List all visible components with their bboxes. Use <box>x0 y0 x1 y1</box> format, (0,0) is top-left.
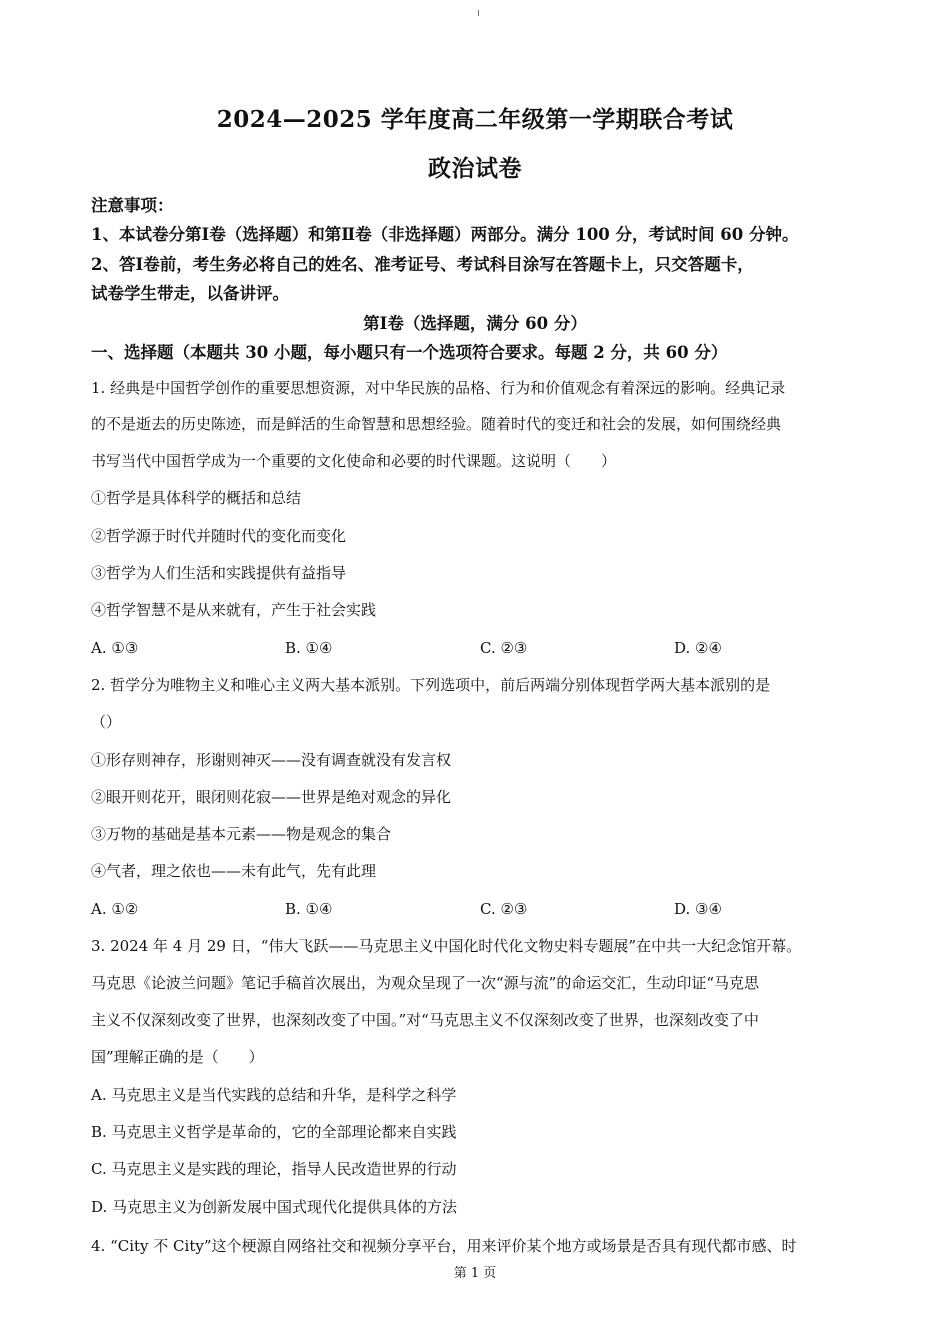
q3-option-c: C. 马克思主义是实践的理论，指导人民改造世界的行动 <box>91 1160 457 1178</box>
exam-subtitle: 政治试卷 <box>428 155 522 182</box>
top-mark <box>478 10 479 16</box>
q3-stem-line: 马克思《论波兰问题》笔记手稿首次展出，为观众呈现了一次“源与流”的命运交汇，生动印证“马克思 <box>91 974 760 992</box>
q1-item: ④哲学智慧不是从来就有，产生于社会实践 <box>91 601 377 619</box>
q1-option-c: C. ②③ <box>480 639 528 657</box>
exam-title: 2024—2025 学年度高二年级第一学期联合考试 <box>216 106 734 133</box>
q3-option-b: B. 马克思主义哲学是革命的，它的全部理论都来自实践 <box>91 1123 457 1141</box>
q1-option-d: D. ②④ <box>674 639 722 657</box>
q1-item: ①哲学是具体科学的概括和总结 <box>91 489 302 507</box>
q1-item: ②哲学源于时代并随时代的变化而变化 <box>91 527 347 545</box>
q2-item: ①形存则神存，形谢则神灭——没有调查就没有发言权 <box>91 751 452 769</box>
q3-stem-line: 3. 2024 年 4 月 29 日，“伟大飞跃——马克思主义中国化时代化文物史料专题展”在中共一大纪念馆开幕。 <box>91 937 802 955</box>
notice-item-2-cont: 试卷学生带走，以备讲评。 <box>91 284 289 303</box>
q1-option-a: A. ①③ <box>91 639 139 657</box>
q4-stem-line: 4. “City 不 City”这个梗源自网络社交和视频分享平台，用来评价某个地方或场景是否具有现代都市感、时 <box>91 1237 797 1255</box>
page-number: 第 1 页 <box>453 1266 497 1281</box>
part-title: 第Ⅰ卷（选择题，满分 60 分） <box>363 314 587 333</box>
q2-item: ④气者，理之依也——未有此气，先有此理 <box>91 862 377 880</box>
q2-option-a: A. ①② <box>91 900 139 918</box>
q2-item: ③万物的基础是基本元素——物是观念的集合 <box>91 825 392 843</box>
q3-stem-line: 主义不仅深刻改变了世界，也深刻改变了中国。”对“马克思主义不仅深刻改变了世界，也深刻改变了中 <box>91 1011 759 1029</box>
q1-stem-line: 的不是逝去的历史陈迹，而是鲜活的生命智慧和思想经验。随着时代的变迁和社会的发展，如何围绕经典 <box>91 415 782 433</box>
q3-stem-line: 国”理解正确的是（ ） <box>91 1048 264 1066</box>
q2-stem-line: 2. 哲学分为唯物主义和唯心主义两大基本派别。下列选项中，前后两端分别体现哲学两大基本派别的是 <box>91 676 771 694</box>
q1-option-b: B. ①④ <box>285 639 333 657</box>
notice-item-1: 1、本试卷分第Ⅰ卷（选择题）和第Ⅱ卷（非选择题）两部分。满分 100 分，考试时间 60 分钟。 <box>91 225 799 244</box>
q2-item: ②眼开则花开，眼闭则花寂——世界是绝对观念的异化 <box>91 788 452 806</box>
q1-stem-line: 书写当代中国哲学成为一个重要的文化使命和必要的时代课题。这说明（ ） <box>91 452 617 470</box>
q2-stem-line: （） <box>91 713 122 731</box>
q1-stem-line: 1. 经典是中国哲学创作的重要思想资源，对中华民族的品格、行为和价值观念有着深远的影响。经典记录 <box>91 379 786 397</box>
q3-option-a: A. 马克思主义是当代实践的总结和升华，是科学之科学 <box>91 1086 457 1104</box>
q2-option-b: B. ①④ <box>285 900 333 918</box>
notice-heading: 注意事项： <box>91 196 174 215</box>
notice-item-2: 2、答Ⅰ卷前，考生务必将自己的姓名、准考证号、考试科目涂写在答题卡上，只交答题卡， <box>91 255 754 274</box>
q1-item: ③哲学为人们生活和实践提供有益指导 <box>91 564 347 582</box>
q3-option-d: D. 马克思主义为创新发展中国式现代化提供具体的方法 <box>91 1198 458 1216</box>
section-instruction: 一、选择题（本题共 30 小题，每小题只有一个选项符合要求。每题 2 分，共 60 分） <box>91 343 728 362</box>
q2-option-d: D. ③④ <box>674 900 722 918</box>
q2-option-c: C. ②③ <box>480 900 528 918</box>
